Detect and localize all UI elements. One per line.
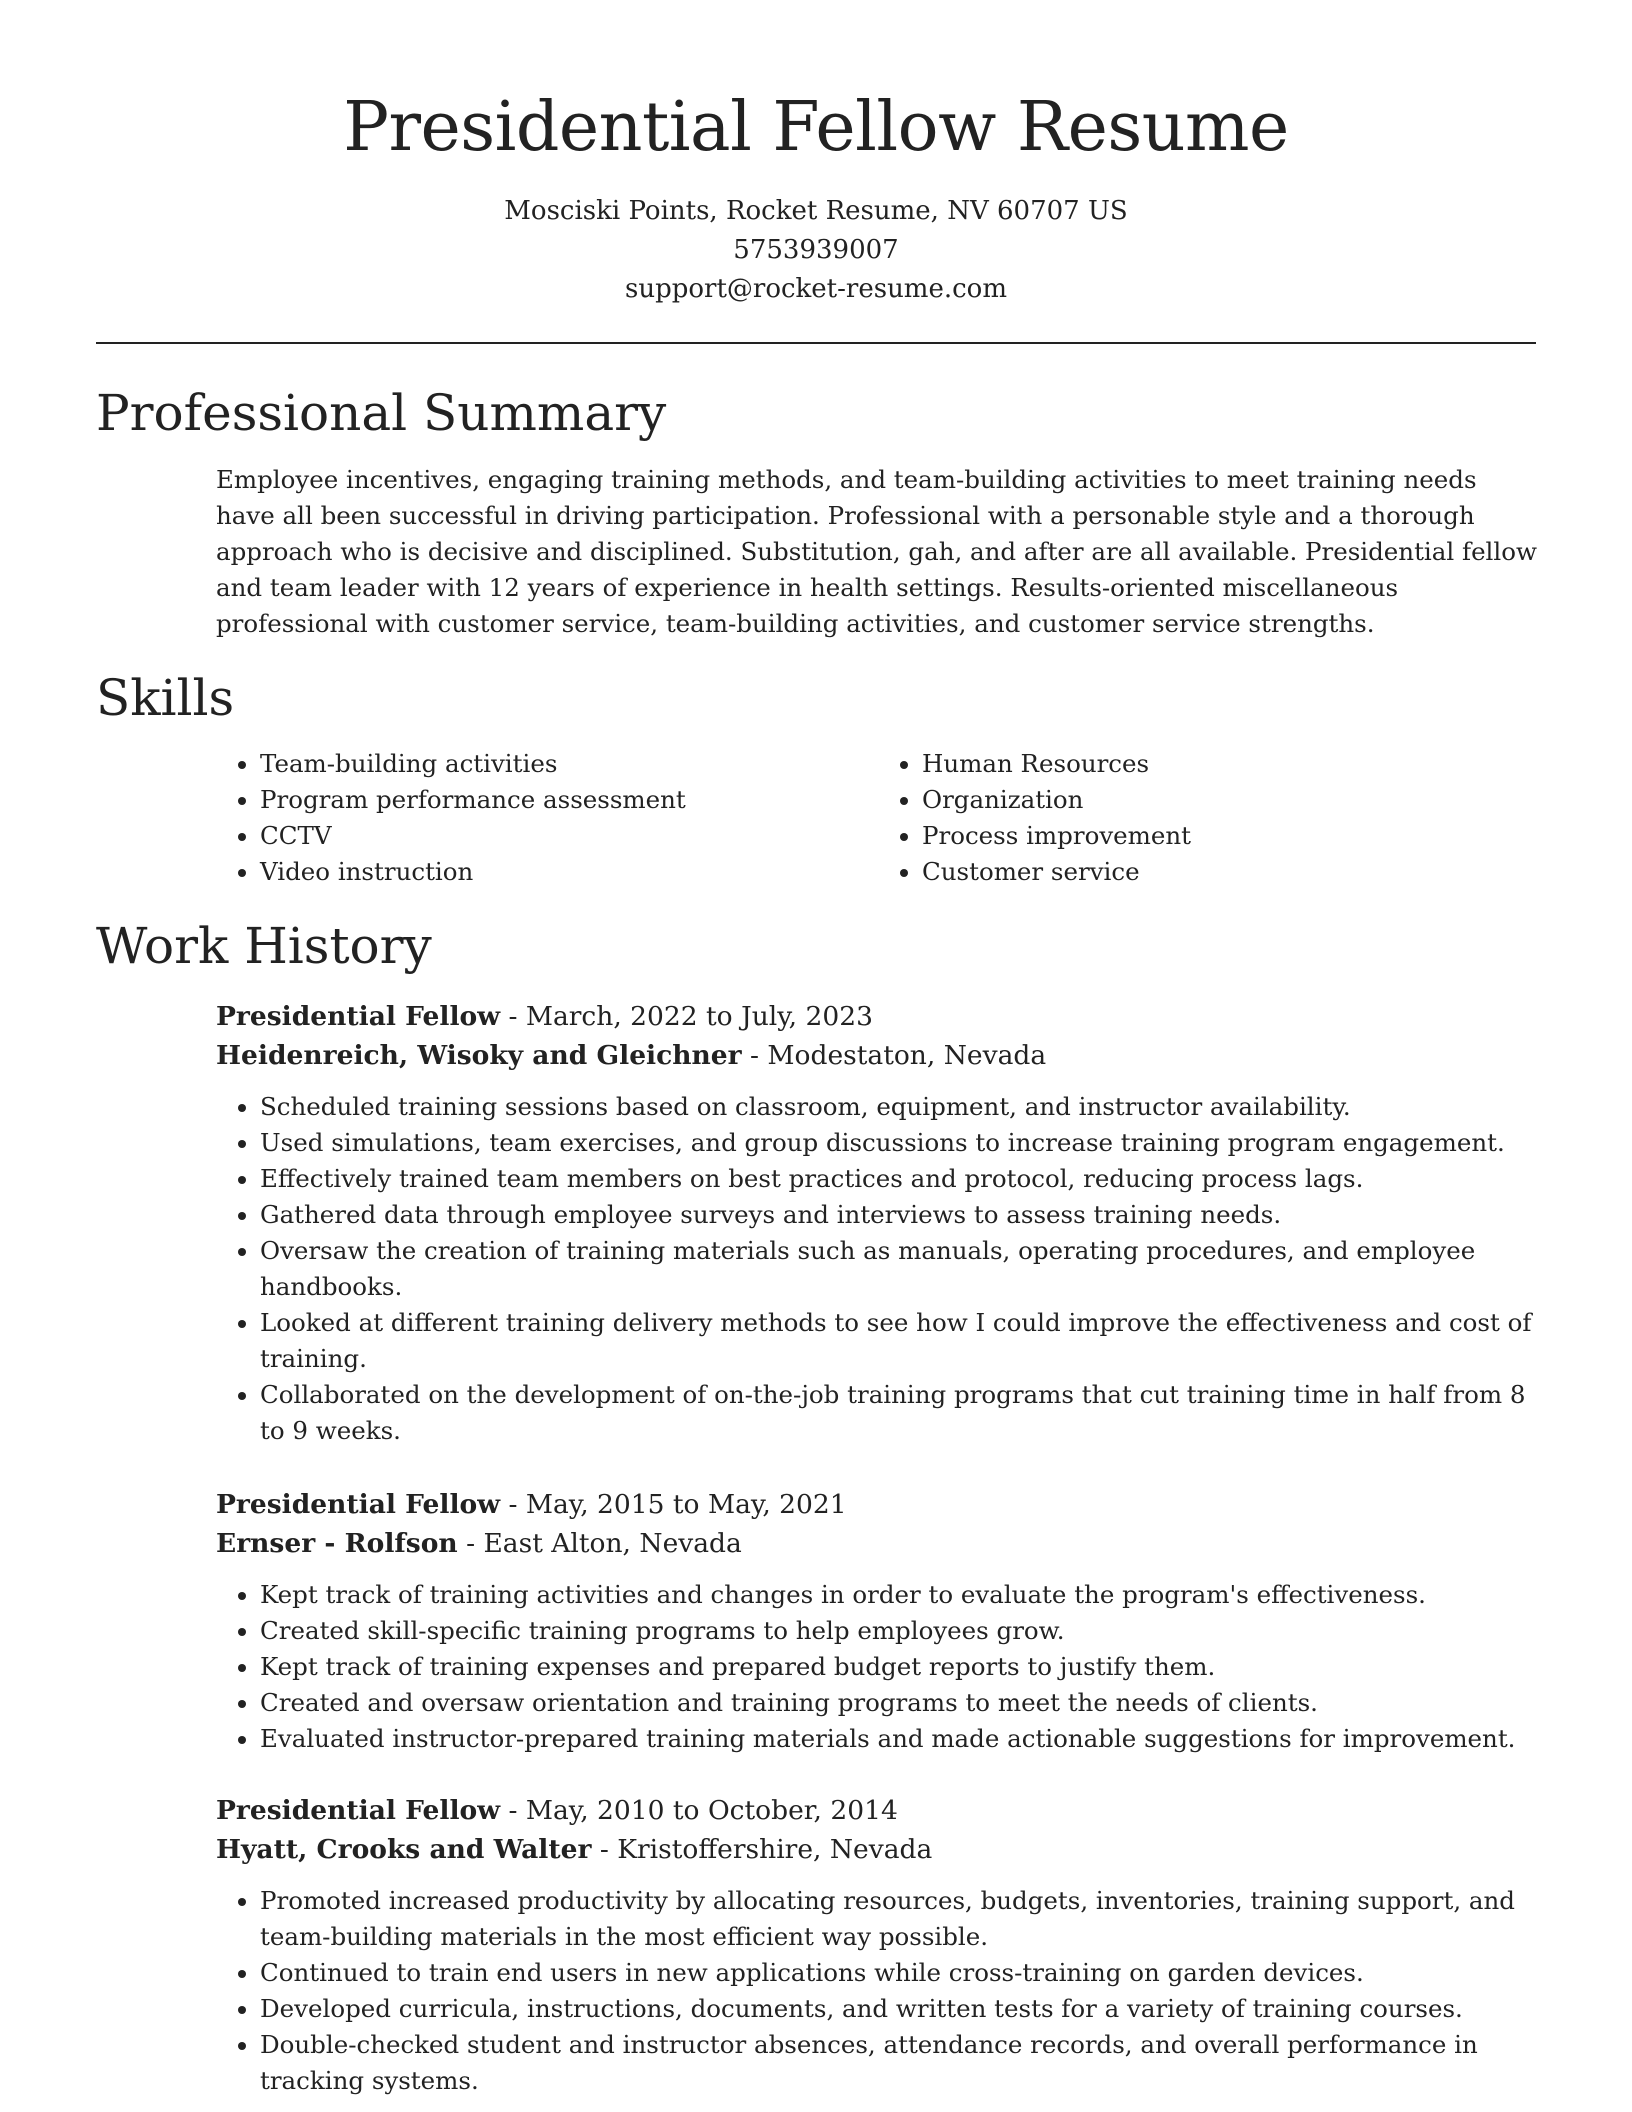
header-divider	[96, 342, 1536, 344]
list-item: • Created and oversaw orientation and training programs to meet the needs of clients.	[260, 1685, 1540, 1721]
list-item: • Developed curricula, instructions, documents, and written tests for a variety of training courses.	[260, 1991, 1540, 2027]
contact-address: Mosciski Points, Rocket Resume, NV 60707 US	[504, 196, 1128, 226]
list-item: • Used simulations, team exercises, and group discussions to increase training program engagement.	[260, 1125, 1540, 1161]
list-item: • Kept track of training activities and changes in order to evaluate the program's effectiveness.	[260, 1577, 1540, 1613]
job-dates: - March, 2022 to July, 2023	[500, 1001, 873, 1032]
skills-heading: Skills	[96, 669, 235, 727]
list-item: • Gathered data through employee surveys and interviews to assess training needs.	[260, 1197, 1540, 1233]
job-entry-3	[216, 1791, 1540, 2099]
skill-item: • CCTV	[260, 818, 878, 854]
skill-item: • Process improvement	[922, 818, 1540, 854]
summary-section	[216, 462, 1540, 642]
summary-heading: Professional Summary	[96, 384, 667, 442]
job-title-line	[216, 997, 1540, 1036]
job-bullets	[216, 1089, 1540, 1449]
skills-left-list	[216, 746, 878, 890]
list-item: • Looked at different training delivery methods to see how I could improve the effectiveness and cost of training.	[260, 1305, 1540, 1377]
job-bullets	[216, 1577, 1540, 1757]
list-item: • Effectively trained team members on best practices and protocol, reducing process lags.	[260, 1161, 1540, 1197]
job-bullets	[216, 1883, 1540, 2099]
skills-section	[216, 746, 1540, 890]
job-title-line	[216, 1485, 1540, 1524]
job-company: Ernser - Rolfson	[216, 1528, 458, 1559]
skill-item: • Program performance assessment	[260, 782, 878, 818]
list-item: • Created skill-specific training programs to help employees grow.	[260, 1613, 1540, 1649]
skill-item: • Human Resources	[922, 746, 1540, 782]
summary-text: Employee incentives, engaging training methods, and team-building activities to meet training needs have all been successful in driving participation. Professional with a personable style and a thorough approach who is decisive and disciplined. Substitution, gah, and after are all available. Presidential fellow and team leader with 12 years of experience in health settings. Results-oriented miscellaneous professional with customer service, team-building activities, and customer service strengths.	[216, 465, 1537, 638]
job-location: - Modestaton, Nevada	[741, 1040, 1047, 1071]
contact-phone: 5753939007	[733, 235, 899, 265]
list-item: • Continued to train end users in new applications while cross-training on garden devices.	[260, 1955, 1540, 1991]
contact-email: support@rocket-resume.com	[624, 274, 1007, 304]
job-title: Presidential Fellow	[216, 1795, 501, 1826]
skill-item: • Team-building activities	[260, 746, 878, 782]
list-item: • Double-checked student and instructor absences, attendance records, and overall performance in tracking systems.	[260, 2027, 1540, 2099]
skills-grid	[216, 746, 1540, 890]
list-item: • Oversaw the creation of training materials such as manuals, operating procedures, and employee handbooks.	[260, 1233, 1540, 1305]
job-dates: - May, 2010 to October, 2014	[500, 1795, 898, 1826]
list-item: • Promoted increased productivity by allocating resources, budgets, inventories, training support, and team-building materials in the most efficient way possible.	[260, 1883, 1540, 1955]
contact-block	[0, 192, 1632, 309]
skills-right-list	[878, 746, 1540, 890]
list-item: • Evaluated instructor-prepared training materials and made actionable suggestions for improvement.	[260, 1721, 1540, 1757]
list-item: • Scheduled training sessions based on classroom, equipment, and instructor availability.	[260, 1089, 1540, 1125]
job-entry-1	[216, 997, 1540, 1449]
job-title-line	[216, 1791, 1540, 1830]
list-item: • Kept track of training expenses and prepared budget reports to justify them.	[260, 1649, 1540, 1685]
skill-item: • Customer service	[922, 854, 1540, 890]
list-item: • Collaborated on the development of on-the-job training programs that cut training time in half from 8 to 9 weeks.	[260, 1377, 1540, 1449]
job-entry-2	[216, 1485, 1540, 1757]
work-heading: Work History	[96, 917, 432, 975]
job-company-line	[216, 1830, 1540, 1869]
job-location: - East Alton, Nevada	[457, 1528, 742, 1559]
job-title: Presidential Fellow	[216, 1001, 501, 1032]
skill-item: • Video instruction	[260, 854, 878, 890]
job-location: - Kristoffershire, Nevada	[591, 1834, 933, 1865]
job-company: Heidenreich, Wisoky and Gleichner	[216, 1040, 742, 1071]
skill-item: • Organization	[922, 782, 1540, 818]
job-company-line	[216, 1036, 1540, 1075]
resume-header	[0, 0, 1632, 309]
job-dates: - May, 2015 to May, 2021	[500, 1489, 847, 1520]
job-company-line	[216, 1524, 1540, 1563]
resume-title: Presidential Fellow Resume	[343, 88, 1289, 167]
job-title: Presidential Fellow	[216, 1489, 501, 1520]
job-company: Hyatt, Crooks and Walter	[216, 1834, 592, 1865]
